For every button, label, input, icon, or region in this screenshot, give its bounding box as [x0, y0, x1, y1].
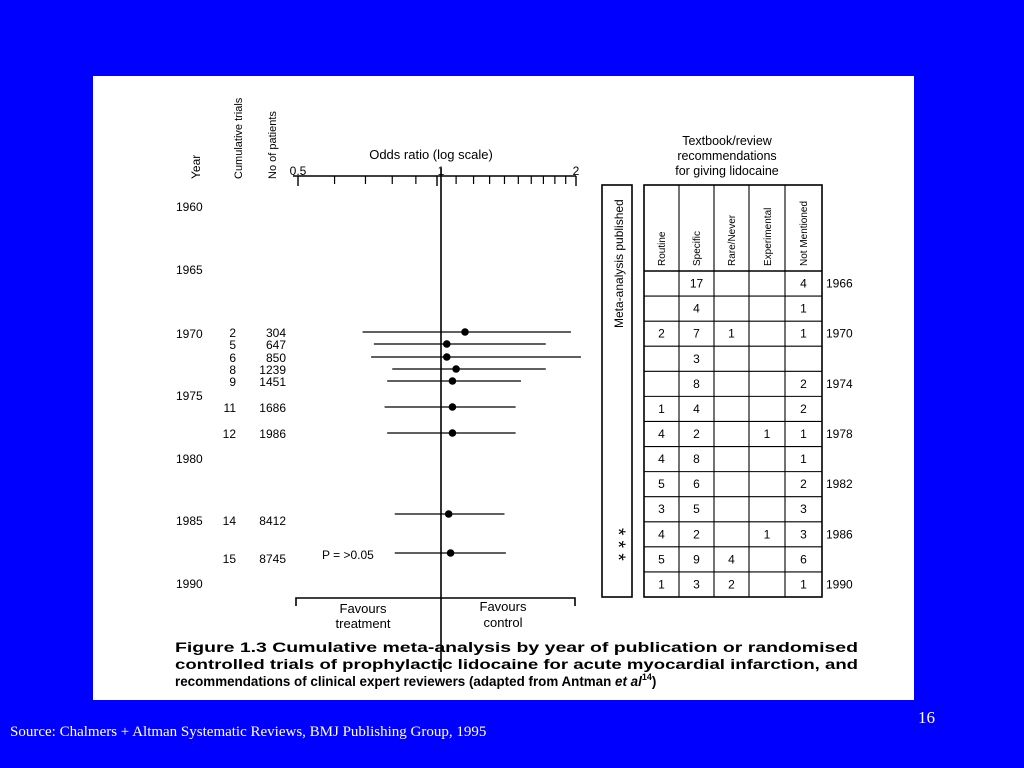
- trials-value: 6: [229, 351, 236, 365]
- table-cell: 6: [693, 477, 700, 492]
- x-tick-label-1: 1: [437, 164, 445, 178]
- table-row-year: 1966: [826, 276, 853, 291]
- table-cell: 3: [800, 502, 807, 517]
- table-cell: 2: [693, 427, 700, 441]
- table-cell: 5: [658, 477, 665, 492]
- table-cell: 1: [658, 577, 665, 592]
- trials-value: 14: [222, 514, 236, 528]
- favours-treatment-label: treatment: [335, 616, 391, 631]
- x-tick-label-0: 0.5: [289, 164, 307, 178]
- table-cell: 8: [693, 452, 700, 467]
- odds-ratio-point: [449, 429, 457, 437]
- table-column-header: Rare/Never: [727, 214, 738, 266]
- year-label: 1970: [176, 327, 203, 341]
- table-cell: 1: [800, 452, 807, 467]
- table-cell: 3: [800, 527, 807, 542]
- favours-bracket: [296, 598, 575, 606]
- trials-value: 9: [229, 375, 236, 389]
- table-column-header: Not Mentioned: [799, 200, 810, 266]
- favours-control-label: control: [483, 615, 523, 630]
- axis-title: Odds ratio (log scale): [369, 147, 493, 162]
- patients-value: 1986: [259, 427, 286, 441]
- source-note: Source: Chalmers + Altman Systematic Reviews, BMJ Publishing Group, 1995: [10, 724, 487, 740]
- year-label: 1965: [176, 263, 203, 277]
- table-cell: 4: [693, 301, 700, 316]
- odds-ratio-point: [449, 403, 457, 411]
- table-cell: 4: [658, 427, 665, 441]
- table-cell: 3: [693, 577, 700, 592]
- favours-control-label: Favours: [479, 599, 527, 614]
- odds-ratio-point: [461, 328, 469, 336]
- patients-value: 1686: [259, 401, 286, 415]
- odds-ratio-point: [447, 549, 455, 557]
- table-row-year: 1990: [826, 577, 853, 592]
- patients-value: 304: [265, 326, 286, 340]
- trials-value: 12: [222, 427, 236, 441]
- table-cell: 5: [693, 502, 700, 517]
- table-cell: 4: [658, 452, 665, 467]
- table-cell: 7: [693, 326, 700, 341]
- odds-ratio-point: [449, 377, 457, 385]
- table-cell: 2: [728, 577, 735, 592]
- meta-analysis-stars: * * *: [607, 528, 628, 561]
- x-tick-label-2: 2: [572, 164, 580, 178]
- patients-value: 8412: [259, 514, 286, 528]
- odds-ratio-point: [445, 510, 453, 518]
- table-column-header: Routine: [657, 231, 668, 266]
- table-title: recommendations: [677, 149, 777, 163]
- table-cell: 1: [763, 427, 771, 441]
- favours-treatment-label: Favours: [339, 601, 387, 616]
- odds-ratio-point: [443, 353, 451, 361]
- table-cell: 1: [800, 301, 807, 316]
- caption-text: recommendations of clinical expert reviewers (adapted from Antman: [175, 674, 616, 689]
- table-cell: 1: [800, 326, 807, 341]
- trials-value: 8: [229, 363, 236, 377]
- patients-value: 1239: [259, 363, 286, 377]
- year-label: 1960: [176, 200, 203, 214]
- table-title: for giving lidocaine: [675, 164, 779, 178]
- table-row-year: 1982: [826, 477, 853, 492]
- figure-caption: Figure 1.3 Cumulative meta-analysis by year of publication or randomised: [175, 640, 858, 655]
- forest-plot-figure: [93, 76, 914, 700]
- table-cell: 2: [800, 401, 807, 416]
- year-column-header: Year: [189, 154, 203, 179]
- trials-value: 15: [222, 552, 236, 566]
- table-row-year: 1986: [826, 527, 853, 542]
- p-value-label: P = >0.05: [322, 548, 374, 562]
- caption-end: ): [651, 674, 657, 689]
- meta-analysis-label: Meta-analysis published: [612, 199, 626, 328]
- table-row-year: 1970: [826, 326, 853, 341]
- slide-number: 16: [918, 708, 935, 727]
- table-cell: 2: [800, 376, 807, 391]
- year-label: 1980: [176, 452, 203, 466]
- table-cell: 1: [800, 577, 807, 592]
- table-title: Textbook/review: [682, 134, 772, 148]
- figure-caption: controlled trials of prophylactic lidocaine for acute myocardial infarction, and: [175, 657, 858, 672]
- table-column-header: Experimental: [763, 207, 774, 266]
- odds-ratio-point: [452, 365, 460, 373]
- trials-column-header: Cumulative trials: [233, 97, 245, 179]
- table-cell: 3: [693, 351, 700, 366]
- odds-ratio-point: [443, 340, 451, 348]
- trials-value: 5: [229, 338, 236, 352]
- trials-value: 11: [223, 401, 236, 415]
- table-cell: 17: [689, 276, 704, 291]
- table-cell: 5: [658, 552, 665, 567]
- table-cell: 2: [658, 326, 665, 341]
- table-column-header: Specific: [692, 230, 703, 266]
- table-cell: 2: [800, 477, 807, 492]
- table-cell: 6: [800, 552, 807, 567]
- year-label: 1985: [176, 514, 203, 528]
- table-cell: 1: [763, 527, 771, 542]
- table-cell: 8: [693, 376, 700, 391]
- patients-value: 647: [265, 338, 286, 352]
- table-cell: 4: [693, 401, 700, 416]
- table-cell: 4: [658, 527, 665, 542]
- table-cell: 4: [800, 276, 807, 291]
- table-cell: 1: [658, 401, 665, 416]
- patients-value: 850: [265, 351, 286, 365]
- table-row-year: 1978: [826, 427, 853, 441]
- patients-value: 8745: [259, 552, 286, 566]
- caption-italic: et al: [615, 674, 642, 689]
- year-label: 1990: [176, 577, 203, 591]
- table-cell: 1: [800, 427, 807, 441]
- year-label: 1975: [176, 389, 203, 403]
- table-cell: 4: [728, 552, 735, 567]
- table-row-year: 1974: [826, 376, 853, 391]
- table-cell: 3: [658, 502, 665, 517]
- figure-caption-last-line: [175, 672, 656, 689]
- table-cell: 9: [693, 552, 700, 567]
- caption-superscript: 14: [641, 672, 652, 682]
- figure-panel: [93, 76, 914, 700]
- patients-column-header: No of patients: [267, 111, 279, 179]
- table-cell: 2: [693, 527, 700, 542]
- patients-value: 1451: [259, 375, 286, 389]
- table-cell: 1: [728, 326, 735, 341]
- trials-value: 2: [229, 326, 236, 340]
